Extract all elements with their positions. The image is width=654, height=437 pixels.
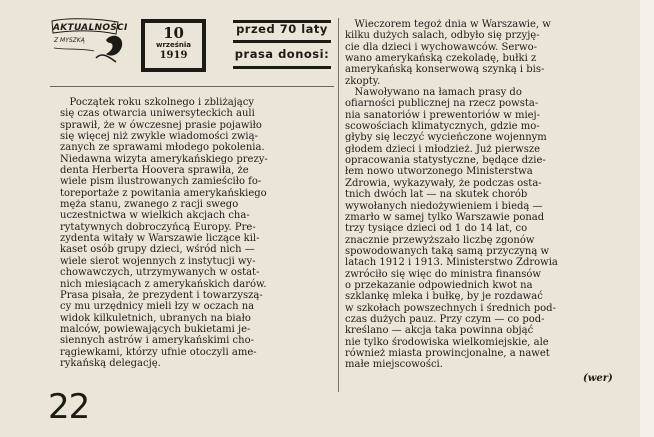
text-line: spowodowanych taką samą przyczyną w	[345, 245, 550, 257]
header-divider	[50, 86, 334, 87]
right-column-text	[345, 19, 623, 371]
text-line: szklankę mleka i bułkę, by je rozdawać	[345, 291, 543, 303]
column-logo	[50, 18, 128, 66]
date-month: września	[155, 41, 191, 49]
date-year: 1919	[159, 50, 188, 61]
header-rule-middle	[233, 40, 331, 43]
header-rule-bottom	[233, 66, 331, 69]
text-line: również miasta prowincjonalne, a nawet	[345, 347, 550, 359]
text-line: kaset osób grupy dzieci, wśród nich —	[60, 244, 255, 256]
text-line: męża stanu, zwanego z racji swego	[60, 199, 239, 211]
text-line: nia sanatoriów i prewentoriów w miej-	[345, 109, 541, 121]
text-line: głodem dzieci i młodzież. Już pierwsze	[345, 143, 541, 155]
text-line: kreślano — akcja taka powinna objąć	[345, 325, 534, 337]
text-line: trzy tysiące dzieci od 1 do 14 lat, co	[345, 223, 528, 235]
text-line: amerykańską konserwową szynką i bis-	[345, 64, 545, 76]
text-line: Wieczorem tegoż dnia w Warszawie, w	[345, 19, 551, 30]
text-line: latach 1912 i 1913. Ministerstwo Zdrowia	[345, 257, 558, 269]
text-line: wiele pism ilustrowanych zamieściło fo-	[60, 176, 262, 188]
text-line: Prasa pisała, że prezydent i towarzyszą-	[60, 289, 263, 301]
text-line: rągiewkami, którzy ufnie otoczyli ame-	[60, 346, 257, 358]
text-line: ofiarności publicznej na rzecz powsta-	[345, 98, 539, 110]
text-line: łem nowo utworzonego Ministerstwa	[345, 166, 533, 178]
text-line: wano amerykańską czekoladę, bułki z	[345, 53, 537, 65]
date-day: 10	[163, 24, 184, 42]
page-edge	[640, 0, 654, 437]
text-line: zkopty.	[345, 75, 381, 87]
text-line: wiele sierot wojennych z instytucji wy-	[60, 255, 256, 267]
text-line: nich miesiącach z amerykańskich darów.	[60, 278, 267, 290]
text-line: rytatywnych dobroczyńcą Europy. Pre-	[60, 221, 256, 233]
text-line: kilku dużych salach, odbyło się przyję-	[345, 30, 540, 42]
text-line: o przekazanie odpowiednich kwot na	[345, 279, 533, 291]
text-line: widok kilkuletnich, ubranych na biało	[60, 312, 251, 324]
date-box	[141, 19, 206, 72]
text-line: cy mu urzędnicy mieli łzy w oczach na	[60, 301, 255, 313]
text-line: małe miejscowości.	[345, 359, 443, 371]
header-line-1: przed 70 laty	[236, 22, 328, 36]
text-line: tnich dwóch lat — na skutek chorób	[345, 189, 528, 201]
page-number: 22	[48, 387, 90, 427]
text-line: opracowania statystyczne, będące dzie-	[345, 155, 546, 167]
text-line: toreportaże z powitania amerykańskiego	[60, 187, 267, 199]
text-line: malców, powiewających bukietami je-	[60, 323, 251, 335]
text-line: siennych astrów i amerykańskimi cho-	[60, 335, 254, 347]
text-line: Początek roku szkolnego i zbliżający	[60, 97, 254, 108]
text-line: czas dużych pauz. Przy czym — co pod-	[345, 313, 545, 325]
column-divider	[338, 18, 339, 392]
text-line: chowawczych, utrzymywanych w ostat-	[60, 267, 260, 279]
text-line: zwróciło się więc do ministra finansów	[345, 268, 541, 280]
text-line: zydenta witały w Warszawie liczące kil-	[60, 233, 260, 245]
text-line: cie dla dzieci i wychowawców. Serwo-	[345, 41, 537, 53]
text-line: scowościach klimatycznych, gdzie mo-	[345, 121, 540, 133]
text-line: nie tylko środowiska wielkomiejskie, ale	[345, 336, 549, 348]
header-line-2: prasa donosi:	[234, 47, 330, 61]
left-column-text	[60, 97, 332, 369]
text-line: Niedawna wizyta amerykańskiego prezy-	[60, 153, 268, 165]
text-line: uczestnictwa w wielkich akcjach cha-	[60, 210, 250, 222]
text-line: rykańską delegację.	[60, 357, 161, 369]
text-line: zmarło w samej tylko Warszawie ponad	[345, 211, 545, 223]
text-line: Nawoływano na łamach prasy do	[345, 87, 522, 99]
text-line: Zdrowia, wykazywały, że podczas osta-	[345, 177, 542, 189]
text-line: się czas otwarcia uniwersyteckich auli	[60, 108, 255, 120]
text-line: się więcej niż zwykle wiadomości zwią-	[60, 131, 258, 143]
text-line: sprawił, że w ówczesnej prasie pojawiło	[60, 119, 262, 131]
logo-subtitle: Z MYSZKĄ	[54, 37, 85, 44]
text-line: zanych ze sprawami młodego pokolenia.	[60, 142, 265, 154]
text-line: głyby się leczyć wycieńczone wojennym	[345, 132, 547, 144]
text-line: w szkołach powszechnych i średnich pod-	[345, 302, 556, 314]
text-line: znacznie przewyższało liczbę zgonów	[345, 234, 535, 246]
text-line: wywołanych niedożywieniem i biedą —	[345, 200, 543, 212]
author-signature: (wer)	[583, 373, 613, 384]
logo-title: AKTUALNOŚCI	[53, 23, 128, 33]
text-line: denta Herberta Hoovera sprawiła, że	[60, 165, 249, 177]
